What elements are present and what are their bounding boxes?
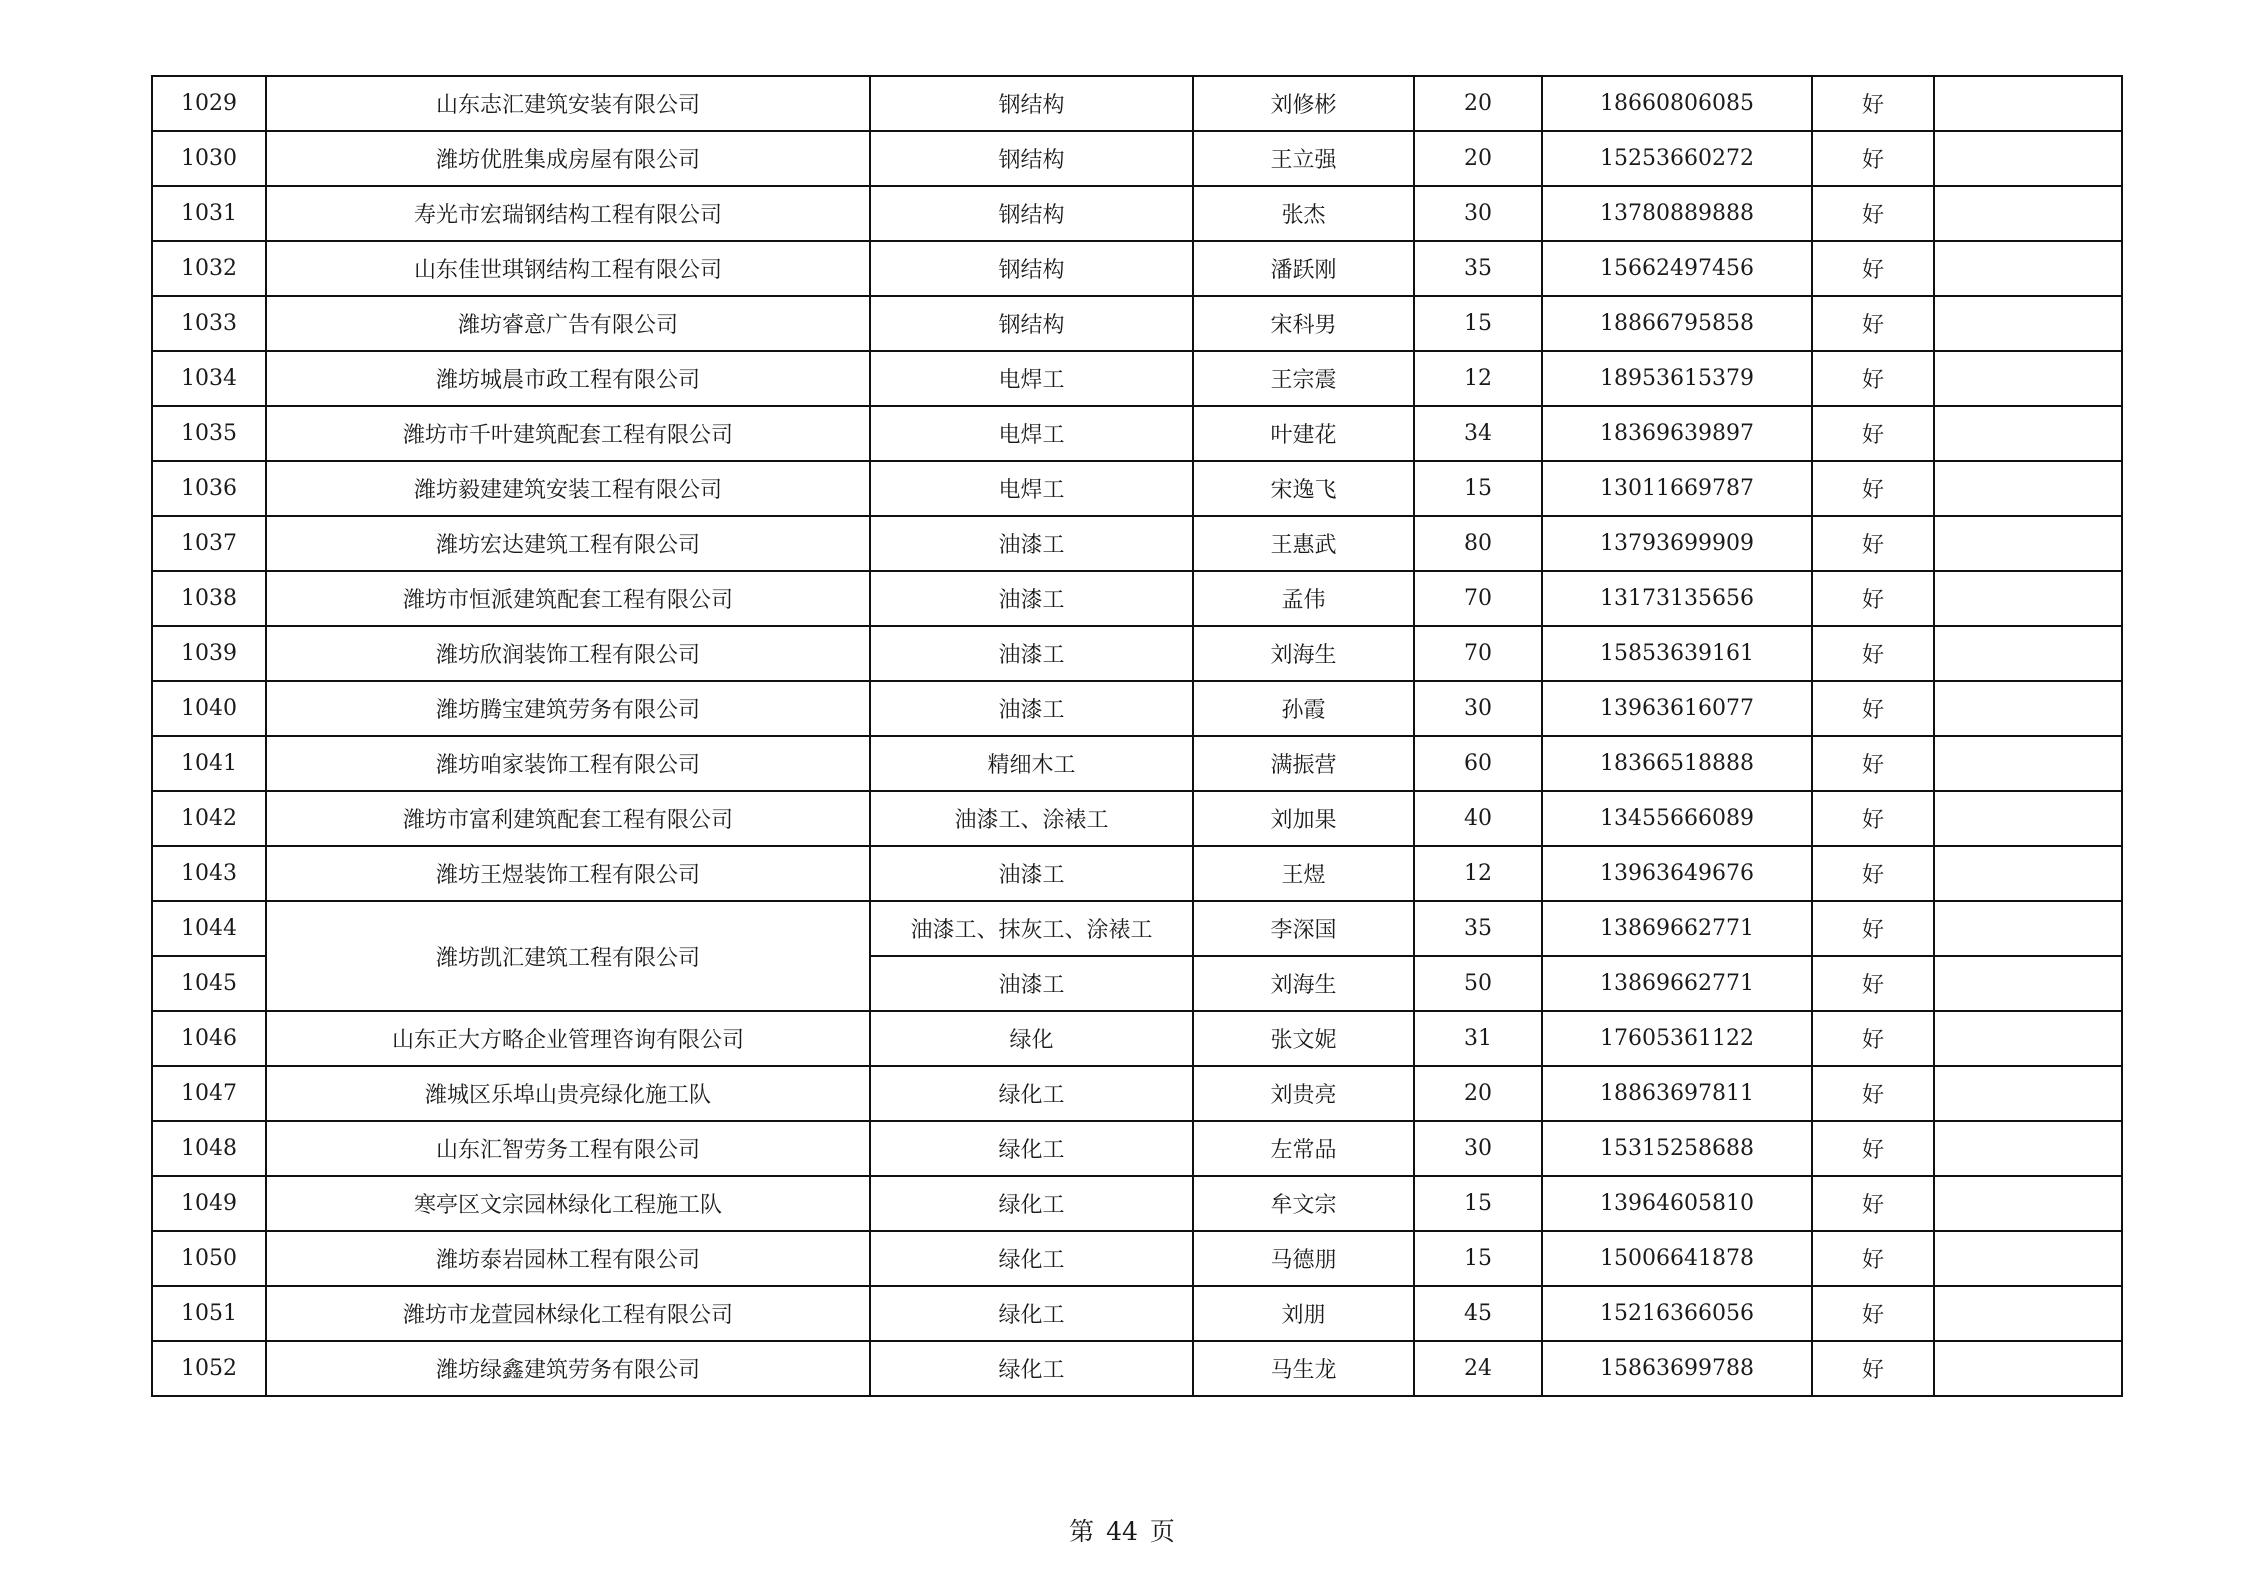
phone-number: 13455666089 (1542, 791, 1812, 846)
phone-number: 15662497456 (1542, 241, 1812, 296)
trade-type: 油漆工 (870, 626, 1193, 681)
phone-number: 18863697811 (1542, 1066, 1812, 1121)
trade-type: 绿化工 (870, 1176, 1193, 1231)
phone-number: 15863699788 (1542, 1341, 1812, 1396)
company-name: 潍坊优胜集成房屋有限公司 (266, 131, 870, 186)
company-name: 潍坊王煜装饰工程有限公司 (266, 846, 870, 901)
rating: 好 (1812, 351, 1934, 406)
rating: 好 (1812, 901, 1934, 956)
remark (1934, 571, 2122, 626)
table-row (152, 1231, 2122, 1286)
contact-person: 牟文宗 (1193, 1176, 1414, 1231)
phone-number: 15853639161 (1542, 626, 1812, 681)
company-name: 潍坊凯汇建筑工程有限公司 (266, 901, 870, 1011)
remark (1934, 131, 2122, 186)
remark (1934, 1066, 2122, 1121)
rating: 好 (1812, 956, 1934, 1011)
rating: 好 (1812, 1176, 1934, 1231)
row-number: 1041 (152, 736, 266, 791)
phone-number: 13173135656 (1542, 571, 1812, 626)
worker-count: 20 (1414, 76, 1542, 131)
remark (1934, 1176, 2122, 1231)
table-row (152, 1341, 2122, 1396)
row-number: 1049 (152, 1176, 266, 1231)
phone-number: 18866795858 (1542, 296, 1812, 351)
trade-type: 油漆工、抹灰工、涂裱工 (870, 901, 1193, 956)
table-row (152, 406, 2122, 461)
contact-person: 马德朋 (1193, 1231, 1414, 1286)
contact-person: 潘跃刚 (1193, 241, 1414, 296)
row-number: 1029 (152, 76, 266, 131)
trade-type: 钢结构 (870, 76, 1193, 131)
table-row (152, 351, 2122, 406)
trade-type: 油漆工 (870, 681, 1193, 736)
worker-count: 20 (1414, 1066, 1542, 1121)
remark (1934, 736, 2122, 791)
remark (1934, 186, 2122, 241)
table-row (152, 1176, 2122, 1231)
row-number: 1034 (152, 351, 266, 406)
row-number: 1045 (152, 956, 266, 1011)
trade-type: 绿化工 (870, 1121, 1193, 1176)
company-name: 山东志汇建筑安装有限公司 (266, 76, 870, 131)
rating: 好 (1812, 681, 1934, 736)
phone-number: 13011669787 (1542, 461, 1812, 516)
row-number: 1052 (152, 1341, 266, 1396)
worker-count: 15 (1414, 461, 1542, 516)
company-name: 潍坊睿意广告有限公司 (266, 296, 870, 351)
trade-type: 电焊工 (870, 406, 1193, 461)
phone-number: 18953615379 (1542, 351, 1812, 406)
remark (1934, 296, 2122, 351)
company-name: 山东正大方略企业管理咨询有限公司 (266, 1011, 870, 1066)
company-name: 山东汇智劳务工程有限公司 (266, 1121, 870, 1176)
remark (1934, 351, 2122, 406)
page-footer (0, 1512, 2244, 1548)
table-row (152, 681, 2122, 736)
rating: 好 (1812, 1066, 1934, 1121)
contact-person: 刘海生 (1193, 626, 1414, 681)
trade-type: 电焊工 (870, 461, 1193, 516)
worker-count: 12 (1414, 351, 1542, 406)
table-row (152, 76, 2122, 131)
trade-type: 钢结构 (870, 296, 1193, 351)
phone-number: 13869662771 (1542, 901, 1812, 956)
table-row (152, 736, 2122, 791)
rating: 好 (1812, 736, 1934, 791)
phone-number: 15006641878 (1542, 1231, 1812, 1286)
contact-person: 刘海生 (1193, 956, 1414, 1011)
remark (1934, 1121, 2122, 1176)
company-name: 寿光市宏瑞钢结构工程有限公司 (266, 186, 870, 241)
row-number: 1035 (152, 406, 266, 461)
company-name: 潍坊市恒派建筑配套工程有限公司 (266, 571, 870, 626)
worker-count: 70 (1414, 571, 1542, 626)
remark (1934, 1231, 2122, 1286)
table-row (152, 901, 2122, 956)
trade-type: 电焊工 (870, 351, 1193, 406)
remark (1934, 1341, 2122, 1396)
trade-type: 绿化工 (870, 1066, 1193, 1121)
rating: 好 (1812, 626, 1934, 681)
worker-count: 24 (1414, 1341, 1542, 1396)
contact-person: 马生龙 (1193, 1341, 1414, 1396)
row-number: 1032 (152, 241, 266, 296)
company-name: 潍坊城晨市政工程有限公司 (266, 351, 870, 406)
remark (1934, 241, 2122, 296)
trade-type: 精细木工 (870, 736, 1193, 791)
table-row (152, 1011, 2122, 1066)
contact-person: 张杰 (1193, 186, 1414, 241)
phone-number: 13963649676 (1542, 846, 1812, 901)
remark (1934, 406, 2122, 461)
trade-type: 绿化工 (870, 1341, 1193, 1396)
rating: 好 (1812, 516, 1934, 571)
page-number: 44 (1106, 1517, 1138, 1546)
rating: 好 (1812, 76, 1934, 131)
company-name: 潍坊毅建建筑安装工程有限公司 (266, 461, 870, 516)
worker-count: 20 (1414, 131, 1542, 186)
phone-number: 13869662771 (1542, 956, 1812, 1011)
trade-type: 钢结构 (870, 186, 1193, 241)
remark (1934, 516, 2122, 571)
company-name: 潍坊泰岩园林工程有限公司 (266, 1231, 870, 1286)
contact-person: 李深国 (1193, 901, 1414, 956)
contact-person: 叶建花 (1193, 406, 1414, 461)
remark (1934, 791, 2122, 846)
trade-type: 油漆工、涂裱工 (870, 791, 1193, 846)
remark (1934, 901, 2122, 956)
rating: 好 (1812, 1231, 1934, 1286)
worker-count: 35 (1414, 901, 1542, 956)
row-number: 1040 (152, 681, 266, 736)
rating: 好 (1812, 846, 1934, 901)
phone-number: 13964605810 (1542, 1176, 1812, 1231)
contact-person: 王煜 (1193, 846, 1414, 901)
company-name: 山东佳世琪钢结构工程有限公司 (266, 241, 870, 296)
remark (1934, 956, 2122, 1011)
contact-person: 左常品 (1193, 1121, 1414, 1176)
trade-type: 油漆工 (870, 846, 1193, 901)
row-number: 1030 (152, 131, 266, 186)
company-name: 潍城区乐埠山贵亮绿化施工队 (266, 1066, 870, 1121)
contact-person: 刘贵亮 (1193, 1066, 1414, 1121)
worker-count: 35 (1414, 241, 1542, 296)
company-name: 潍坊市富利建筑配套工程有限公司 (266, 791, 870, 846)
table-row (152, 1286, 2122, 1341)
trade-type: 油漆工 (870, 956, 1193, 1011)
row-number: 1046 (152, 1011, 266, 1066)
phone-number: 15216366056 (1542, 1286, 1812, 1341)
worker-count: 30 (1414, 1121, 1542, 1176)
remark (1934, 846, 2122, 901)
row-number: 1042 (152, 791, 266, 846)
rating: 好 (1812, 1121, 1934, 1176)
contact-person: 王宗震 (1193, 351, 1414, 406)
rating: 好 (1812, 186, 1934, 241)
company-name: 潍坊市千叶建筑配套工程有限公司 (266, 406, 870, 461)
table-row (152, 241, 2122, 296)
phone-number: 17605361122 (1542, 1011, 1812, 1066)
row-number: 1036 (152, 461, 266, 516)
worker-count: 50 (1414, 956, 1542, 1011)
row-number: 1039 (152, 626, 266, 681)
contact-person: 王立强 (1193, 131, 1414, 186)
rating: 好 (1812, 296, 1934, 351)
table-row (152, 571, 2122, 626)
worker-count: 15 (1414, 1231, 1542, 1286)
page-suffix: 页 (1149, 1517, 1175, 1546)
worker-count: 30 (1414, 681, 1542, 736)
remark (1934, 626, 2122, 681)
remark (1934, 1286, 2122, 1341)
rating: 好 (1812, 1286, 1934, 1341)
worker-count: 70 (1414, 626, 1542, 681)
rating: 好 (1812, 791, 1934, 846)
rating: 好 (1812, 571, 1934, 626)
company-name: 潍坊腾宝建筑劳务有限公司 (266, 681, 870, 736)
worker-count: 31 (1414, 1011, 1542, 1066)
trade-type: 钢结构 (870, 131, 1193, 186)
row-number: 1051 (152, 1286, 266, 1341)
remark (1934, 461, 2122, 516)
rating: 好 (1812, 406, 1934, 461)
table-row (152, 626, 2122, 681)
row-number: 1031 (152, 186, 266, 241)
table-row (152, 1121, 2122, 1176)
row-number: 1033 (152, 296, 266, 351)
row-number: 1038 (152, 571, 266, 626)
contact-person: 宋科男 (1193, 296, 1414, 351)
worker-count: 15 (1414, 1176, 1542, 1231)
phone-number: 13963616077 (1542, 681, 1812, 736)
row-number: 1047 (152, 1066, 266, 1121)
contact-person: 张文妮 (1193, 1011, 1414, 1066)
contact-person: 王惠武 (1193, 516, 1414, 571)
trade-type: 钢结构 (870, 241, 1193, 296)
contact-person: 孟伟 (1193, 571, 1414, 626)
worker-count: 12 (1414, 846, 1542, 901)
page-prefix: 第 (1069, 1517, 1095, 1546)
worker-count: 45 (1414, 1286, 1542, 1341)
table-row (152, 296, 2122, 351)
company-name: 潍坊市龙萱园林绿化工程有限公司 (266, 1286, 870, 1341)
contact-person: 刘朋 (1193, 1286, 1414, 1341)
company-name: 潍坊欣润装饰工程有限公司 (266, 626, 870, 681)
trade-type: 绿化工 (870, 1231, 1193, 1286)
row-number: 1037 (152, 516, 266, 571)
remark (1934, 76, 2122, 131)
table-row (152, 186, 2122, 241)
phone-number: 13793699909 (1542, 516, 1812, 571)
contact-person: 孙霞 (1193, 681, 1414, 736)
rating: 好 (1812, 241, 1934, 296)
row-number: 1048 (152, 1121, 266, 1176)
phone-number: 18369639897 (1542, 406, 1812, 461)
contact-person: 宋逸飞 (1193, 461, 1414, 516)
remark (1934, 681, 2122, 736)
worker-count: 60 (1414, 736, 1542, 791)
contact-person: 满振营 (1193, 736, 1414, 791)
table-row (152, 131, 2122, 186)
phone-number: 18366518888 (1542, 736, 1812, 791)
rating: 好 (1812, 461, 1934, 516)
row-number: 1043 (152, 846, 266, 901)
row-number: 1044 (152, 901, 266, 956)
worker-count: 30 (1414, 186, 1542, 241)
company-name: 寒亭区文宗园林绿化工程施工队 (266, 1176, 870, 1231)
rating: 好 (1812, 1341, 1934, 1396)
worker-count: 40 (1414, 791, 1542, 846)
company-name: 潍坊咱家装饰工程有限公司 (266, 736, 870, 791)
trade-type: 油漆工 (870, 516, 1193, 571)
worker-count: 15 (1414, 296, 1542, 351)
company-name: 潍坊宏达建筑工程有限公司 (266, 516, 870, 571)
worker-count: 34 (1414, 406, 1542, 461)
phone-number: 18660806085 (1542, 76, 1812, 131)
trade-type: 绿化工 (870, 1286, 1193, 1341)
worker-count: 80 (1414, 516, 1542, 571)
table-row (152, 846, 2122, 901)
phone-number: 13780889888 (1542, 186, 1812, 241)
rating: 好 (1812, 1011, 1934, 1066)
table-row (152, 461, 2122, 516)
row-number: 1050 (152, 1231, 266, 1286)
table-row (152, 791, 2122, 846)
trade-type: 油漆工 (870, 571, 1193, 626)
trade-type: 绿化 (870, 1011, 1193, 1066)
contractor-table (151, 75, 2123, 1397)
contact-person: 刘加果 (1193, 791, 1414, 846)
company-name: 潍坊绿鑫建筑劳务有限公司 (266, 1341, 870, 1396)
rating: 好 (1812, 131, 1934, 186)
table-body (152, 76, 2122, 1396)
phone-number: 15253660272 (1542, 131, 1812, 186)
contact-person: 刘修彬 (1193, 76, 1414, 131)
table-row (152, 1066, 2122, 1121)
remark (1934, 1011, 2122, 1066)
table-row (152, 516, 2122, 571)
phone-number: 15315258688 (1542, 1121, 1812, 1176)
